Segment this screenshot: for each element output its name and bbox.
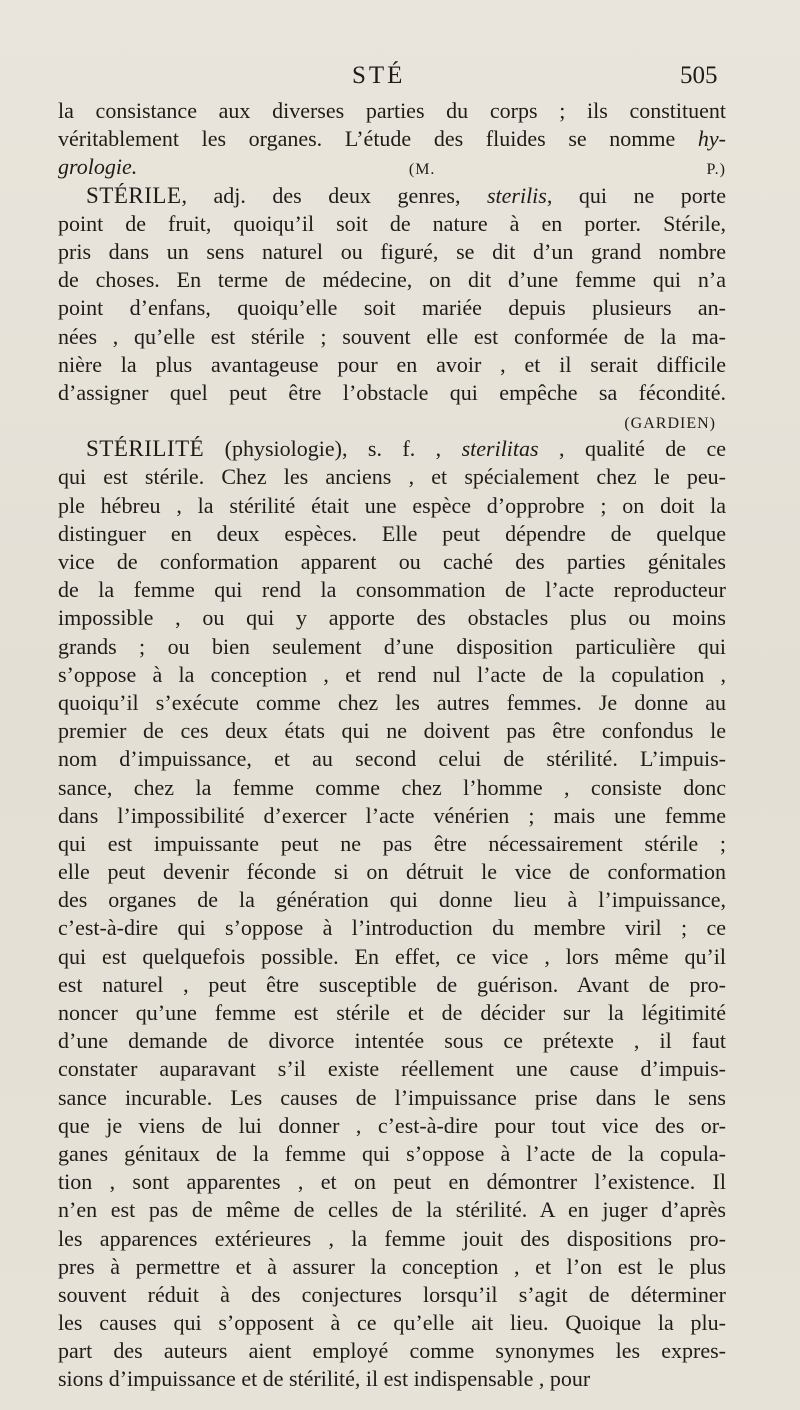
page-number: 505 [680,62,718,89]
text-line: impossible , ou qui y apporte des obstacles plus ou moins [58,605,726,631]
body-text [58,97,726,1394]
text-line: STÉRILE, adj. des deux genres, sterilis, qui ne porte [86,182,726,208]
text-line [58,153,726,181]
text-line: nom d’impuissance, et au second celui de stérilité. L’impuis- [58,746,726,772]
entry-headword: STÉRILE [86,182,182,208]
text-line: véritablement les organes. L’étude des fluides se nomme hy- [58,126,726,152]
text-line: premier de ces deux états qui ne doivent pas être confondus le [58,718,726,744]
text-line: pres à permettre et à assurer la conception , et l’on est le plus [58,1253,726,1279]
text-line: sions d’impuissance et de stérilité, il est indispensable , pour [58,1366,591,1392]
text-line: sance incurable. Les causes de l’impuissance prise dans le sens [58,1084,726,1110]
text-line: part des auteurs aient employé comme synonymes les expres- [58,1338,726,1364]
text-line: qui est impuissante peut ne pas être nécessairement stérile ; [58,830,726,856]
text-line: n’en est pas de même de celles de la stérilité. A en juger d’après [58,1197,726,1223]
text-line: de choses. En terme de médecine, on dit d’une femme qui n’a [58,267,726,293]
text-line: ple hébreu , la stérilité était une espèce d’opprobre ; on doit la [58,492,726,518]
text-line: elle peut devenir féconde si on détruit le vice de conformation [58,859,726,885]
text-line: nière la plus avantageuse pour en avoir , et il serait difficile [58,351,726,377]
italic-term: hy- [697,126,726,152]
running-head [0,62,800,96]
text-line: sance, chez la femme comme chez l’homme , consiste donc [58,774,726,800]
text-line: STÉRILITÉ (physiologie), s. f. , sterilitas , qualité de ce [86,436,726,462]
text-line: grands ; ou bien seulement d’une disposition particulière qui [58,633,726,659]
author-signature: (GARDIEN) [624,415,716,433]
text-line: tion , sont apparentes , et on peut en démontrer l’existence. Il [58,1169,726,1195]
text-line: vice de conformation apparent ou caché des parties génitales [58,549,726,574]
running-head-title: STÉ [352,62,406,89]
text-line: de la femme qui rend la consommation de l’acte reproducteur [58,577,726,603]
text-line: pris dans un sens naturel ou figuré, se dit d’un grand nombre [58,238,726,264]
text-line: qui est quelquefois possible. En effet, ce vice , lors même qu’il [58,943,726,969]
text-line: constater auparavant s’il existe réellement une cause d’impuis- [58,1056,726,1082]
italic-term: grologie. [58,154,138,180]
text-line: distinguer en deux espèces. Elle peut dépendre de quelque [58,520,726,546]
text-line: qui est stérile. Chez les anciens , et spécialement chez le peu- [58,464,726,490]
text-line: les causes qui s’opposent à ce qu’elle ait lieu. Quoique la plu- [58,1310,726,1336]
text-line: quoiqu’il s’exécute comme chez les autres femmes. Je donne au [58,689,726,715]
text-line: ganes génitaux de la femme qui s’oppose à l’acte de la copula- [58,1140,726,1166]
text-line: la consistance aux diverses parties du corps ; ils constituent [58,98,726,123]
text-line: est naturel , peut être susceptible de guérison. Avant de pro- [58,971,726,997]
text-line: d’une demande de divorce intentée sous ce prétexte , il faut [58,1028,726,1054]
text-line: s’oppose à la conception , et rend nul l’acte de la copulation , [58,661,726,687]
text-line: noncer qu’une femme est stérile et de décider sur la légitimité [58,1000,726,1025]
text-line [58,407,726,435]
text-line: point de fruit, quoiqu’il soit de nature à en porter. Stérile, [58,210,726,236]
text-line: nées , qu’elle est stérile ; souvent elle est conformée de la ma- [58,323,726,349]
text-line: dans l’impossibilité d’exercer l’acte vénérien ; mais une femme [58,802,726,828]
text-line: c’est-à-dire qui s’oppose à l’introduction du membre viril ; ce [58,915,726,941]
text-line: point d’enfans, quoiqu’elle soit mariée depuis plusieurs an- [58,295,726,321]
text-line: d’assigner quel peut être l’obstacle qui empêche sa fécondité. [58,379,726,405]
text-line: les apparences extérieures , la femme jouit des dispositions pro- [58,1225,726,1251]
text-line: souvent réduit à des conjectures lorsqu’il s’agit de déterminer [58,1281,726,1307]
author-signature: (M. P.) [408,161,726,179]
entry-headword: STÉRILITÉ [86,436,205,462]
text-line: que je viens de lui donner , c’est-à-dire pour tout vice des or- [58,1112,726,1138]
text-line: des organes de la génération qui donne lieu à l’impuissance, [58,887,726,913]
